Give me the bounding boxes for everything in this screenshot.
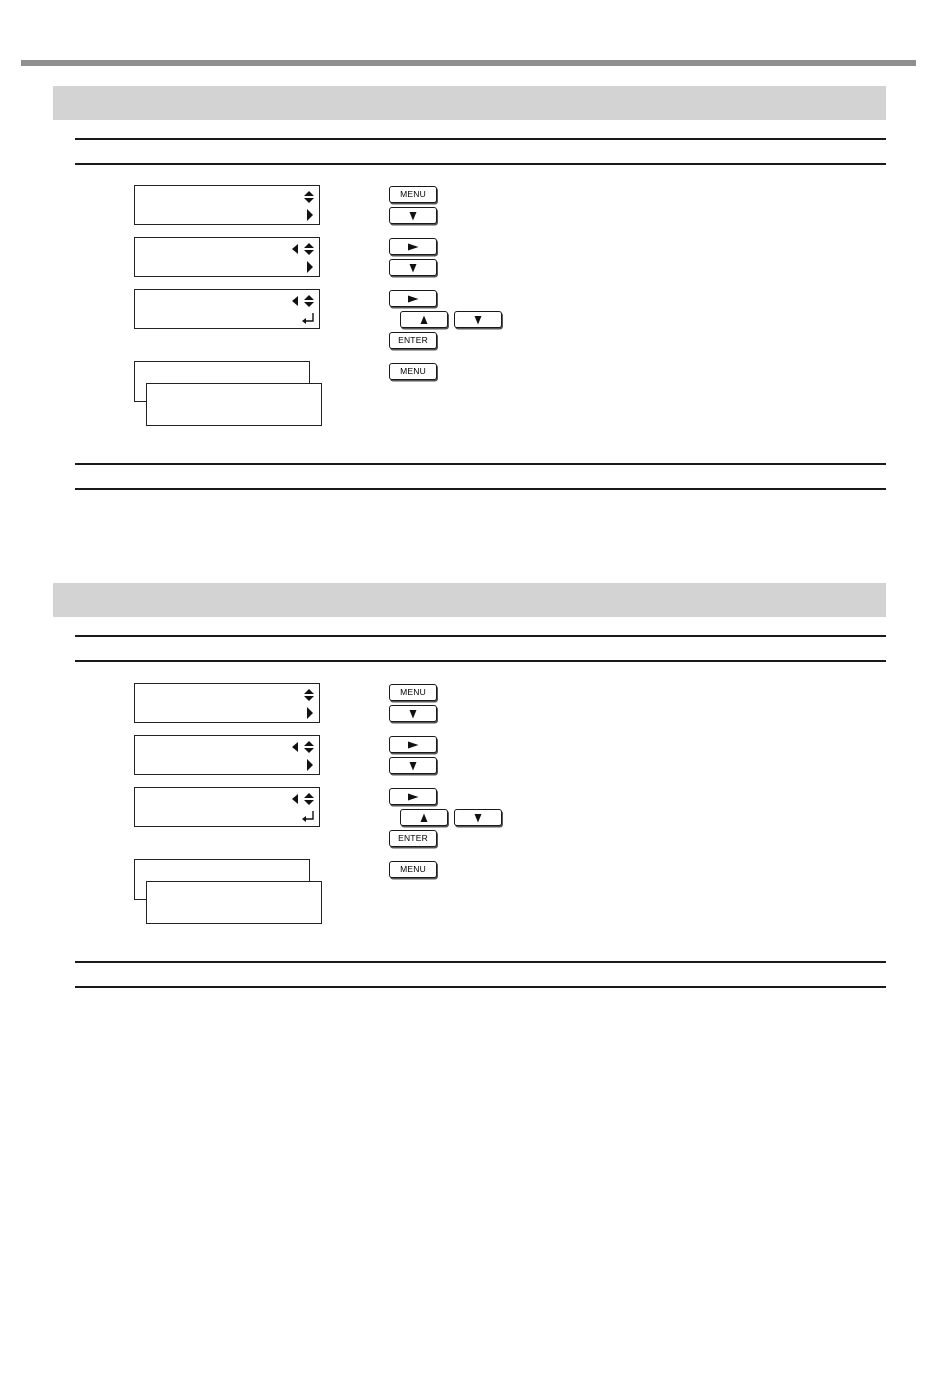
lcd-display — [134, 683, 320, 723]
left-up-down-icon — [291, 242, 315, 256]
right-triangle-icon — [407, 243, 419, 251]
down-triangle-icon — [474, 315, 482, 325]
enter-key[interactable] — [389, 332, 437, 349]
section-2-rule-bottom-b — [75, 986, 886, 988]
right-key[interactable] — [389, 788, 437, 805]
down-key[interactable] — [454, 809, 502, 826]
page-top-rule — [21, 60, 916, 66]
down-triangle-icon — [409, 761, 417, 771]
down-triangle-icon — [474, 813, 482, 823]
left-up-down-icon — [291, 792, 315, 806]
section-2-rule-top-a — [75, 635, 886, 637]
menu-key[interactable] — [389, 684, 437, 701]
menu-key-label: MENU — [400, 864, 426, 875]
enter-return-icon — [301, 312, 315, 326]
right-triangle-icon — [407, 295, 419, 303]
right-key[interactable] — [389, 290, 437, 307]
down-triangle-icon — [409, 263, 417, 273]
menu-key-label: MENU — [400, 189, 426, 200]
up-key[interactable] — [400, 809, 448, 826]
lcd-display — [134, 735, 320, 775]
right-arrow-icon — [303, 208, 315, 222]
section-1-rule-top-a — [75, 138, 886, 140]
section-1-header-band — [53, 86, 886, 120]
right-arrow-icon — [303, 758, 315, 772]
up-down-icon — [303, 688, 315, 702]
section-2-header-band — [53, 583, 886, 617]
lcd-display — [134, 289, 320, 329]
enter-key[interactable] — [389, 830, 437, 847]
menu-key-label: MENU — [400, 366, 426, 377]
down-triangle-icon — [409, 211, 417, 221]
enter-key-label: ENTER — [398, 335, 428, 346]
section-2-rule-top-b — [75, 660, 886, 662]
up-down-icon — [303, 190, 315, 204]
right-key[interactable] — [389, 736, 437, 753]
down-key[interactable] — [389, 705, 437, 722]
section-1-rule-bottom-b — [75, 488, 886, 490]
up-key[interactable] — [400, 311, 448, 328]
down-key[interactable] — [454, 311, 502, 328]
lcd-display — [134, 185, 320, 225]
section-1-rule-top-b — [75, 163, 886, 165]
left-up-down-icon — [291, 294, 315, 308]
lcd-display-front — [146, 881, 322, 924]
right-arrow-icon — [303, 260, 315, 274]
enter-key-label: ENTER — [398, 833, 428, 844]
up-triangle-icon — [420, 315, 428, 325]
down-key[interactable] — [389, 757, 437, 774]
down-key[interactable] — [389, 207, 437, 224]
lcd-display — [134, 787, 320, 827]
menu-key[interactable] — [389, 363, 437, 380]
right-triangle-icon — [407, 793, 419, 801]
right-key[interactable] — [389, 238, 437, 255]
up-triangle-icon — [420, 813, 428, 823]
menu-key-label: MENU — [400, 687, 426, 698]
down-key[interactable] — [389, 259, 437, 276]
down-triangle-icon — [409, 709, 417, 719]
section-1-rule-bottom-a — [75, 463, 886, 465]
right-arrow-icon — [303, 706, 315, 720]
enter-return-icon — [301, 810, 315, 824]
lcd-display — [134, 237, 320, 277]
left-up-down-icon — [291, 740, 315, 754]
menu-key[interactable] — [389, 861, 437, 878]
section-2-rule-bottom-a — [75, 961, 886, 963]
menu-key[interactable] — [389, 186, 437, 203]
right-triangle-icon — [407, 741, 419, 749]
lcd-display-front — [146, 383, 322, 426]
